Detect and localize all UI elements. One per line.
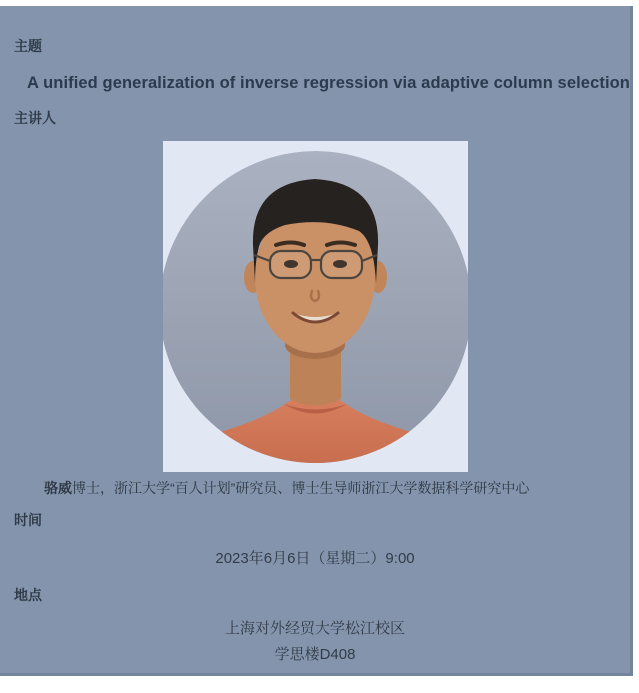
announcement-panel: [0, 6, 633, 676]
topic-label: 主题: [14, 38, 42, 54]
speaker-name: 骆威: [44, 480, 72, 496]
speaker-label: 主讲人: [14, 110, 56, 126]
speaker-portrait-image: [163, 141, 468, 472]
time-label: 时间: [14, 512, 42, 528]
location-label: 地点: [14, 587, 42, 603]
seminar-title: A unified generalization of inverse regression via adaptive column selection: [27, 74, 630, 92]
location-line1: 上海对外经贸大学松江校区: [224, 620, 405, 637]
speaker-portrait: [163, 141, 468, 472]
location-line2: 学思楼D408: [274, 646, 356, 663]
time-value: 2023年6月6日（星期二）9:00: [215, 550, 415, 567]
speaker-description: 博士，浙江大学“百人计划”研究员、博士生导师浙江大学数据科学研究中心: [72, 480, 530, 496]
speaker-caption: [44, 479, 529, 497]
